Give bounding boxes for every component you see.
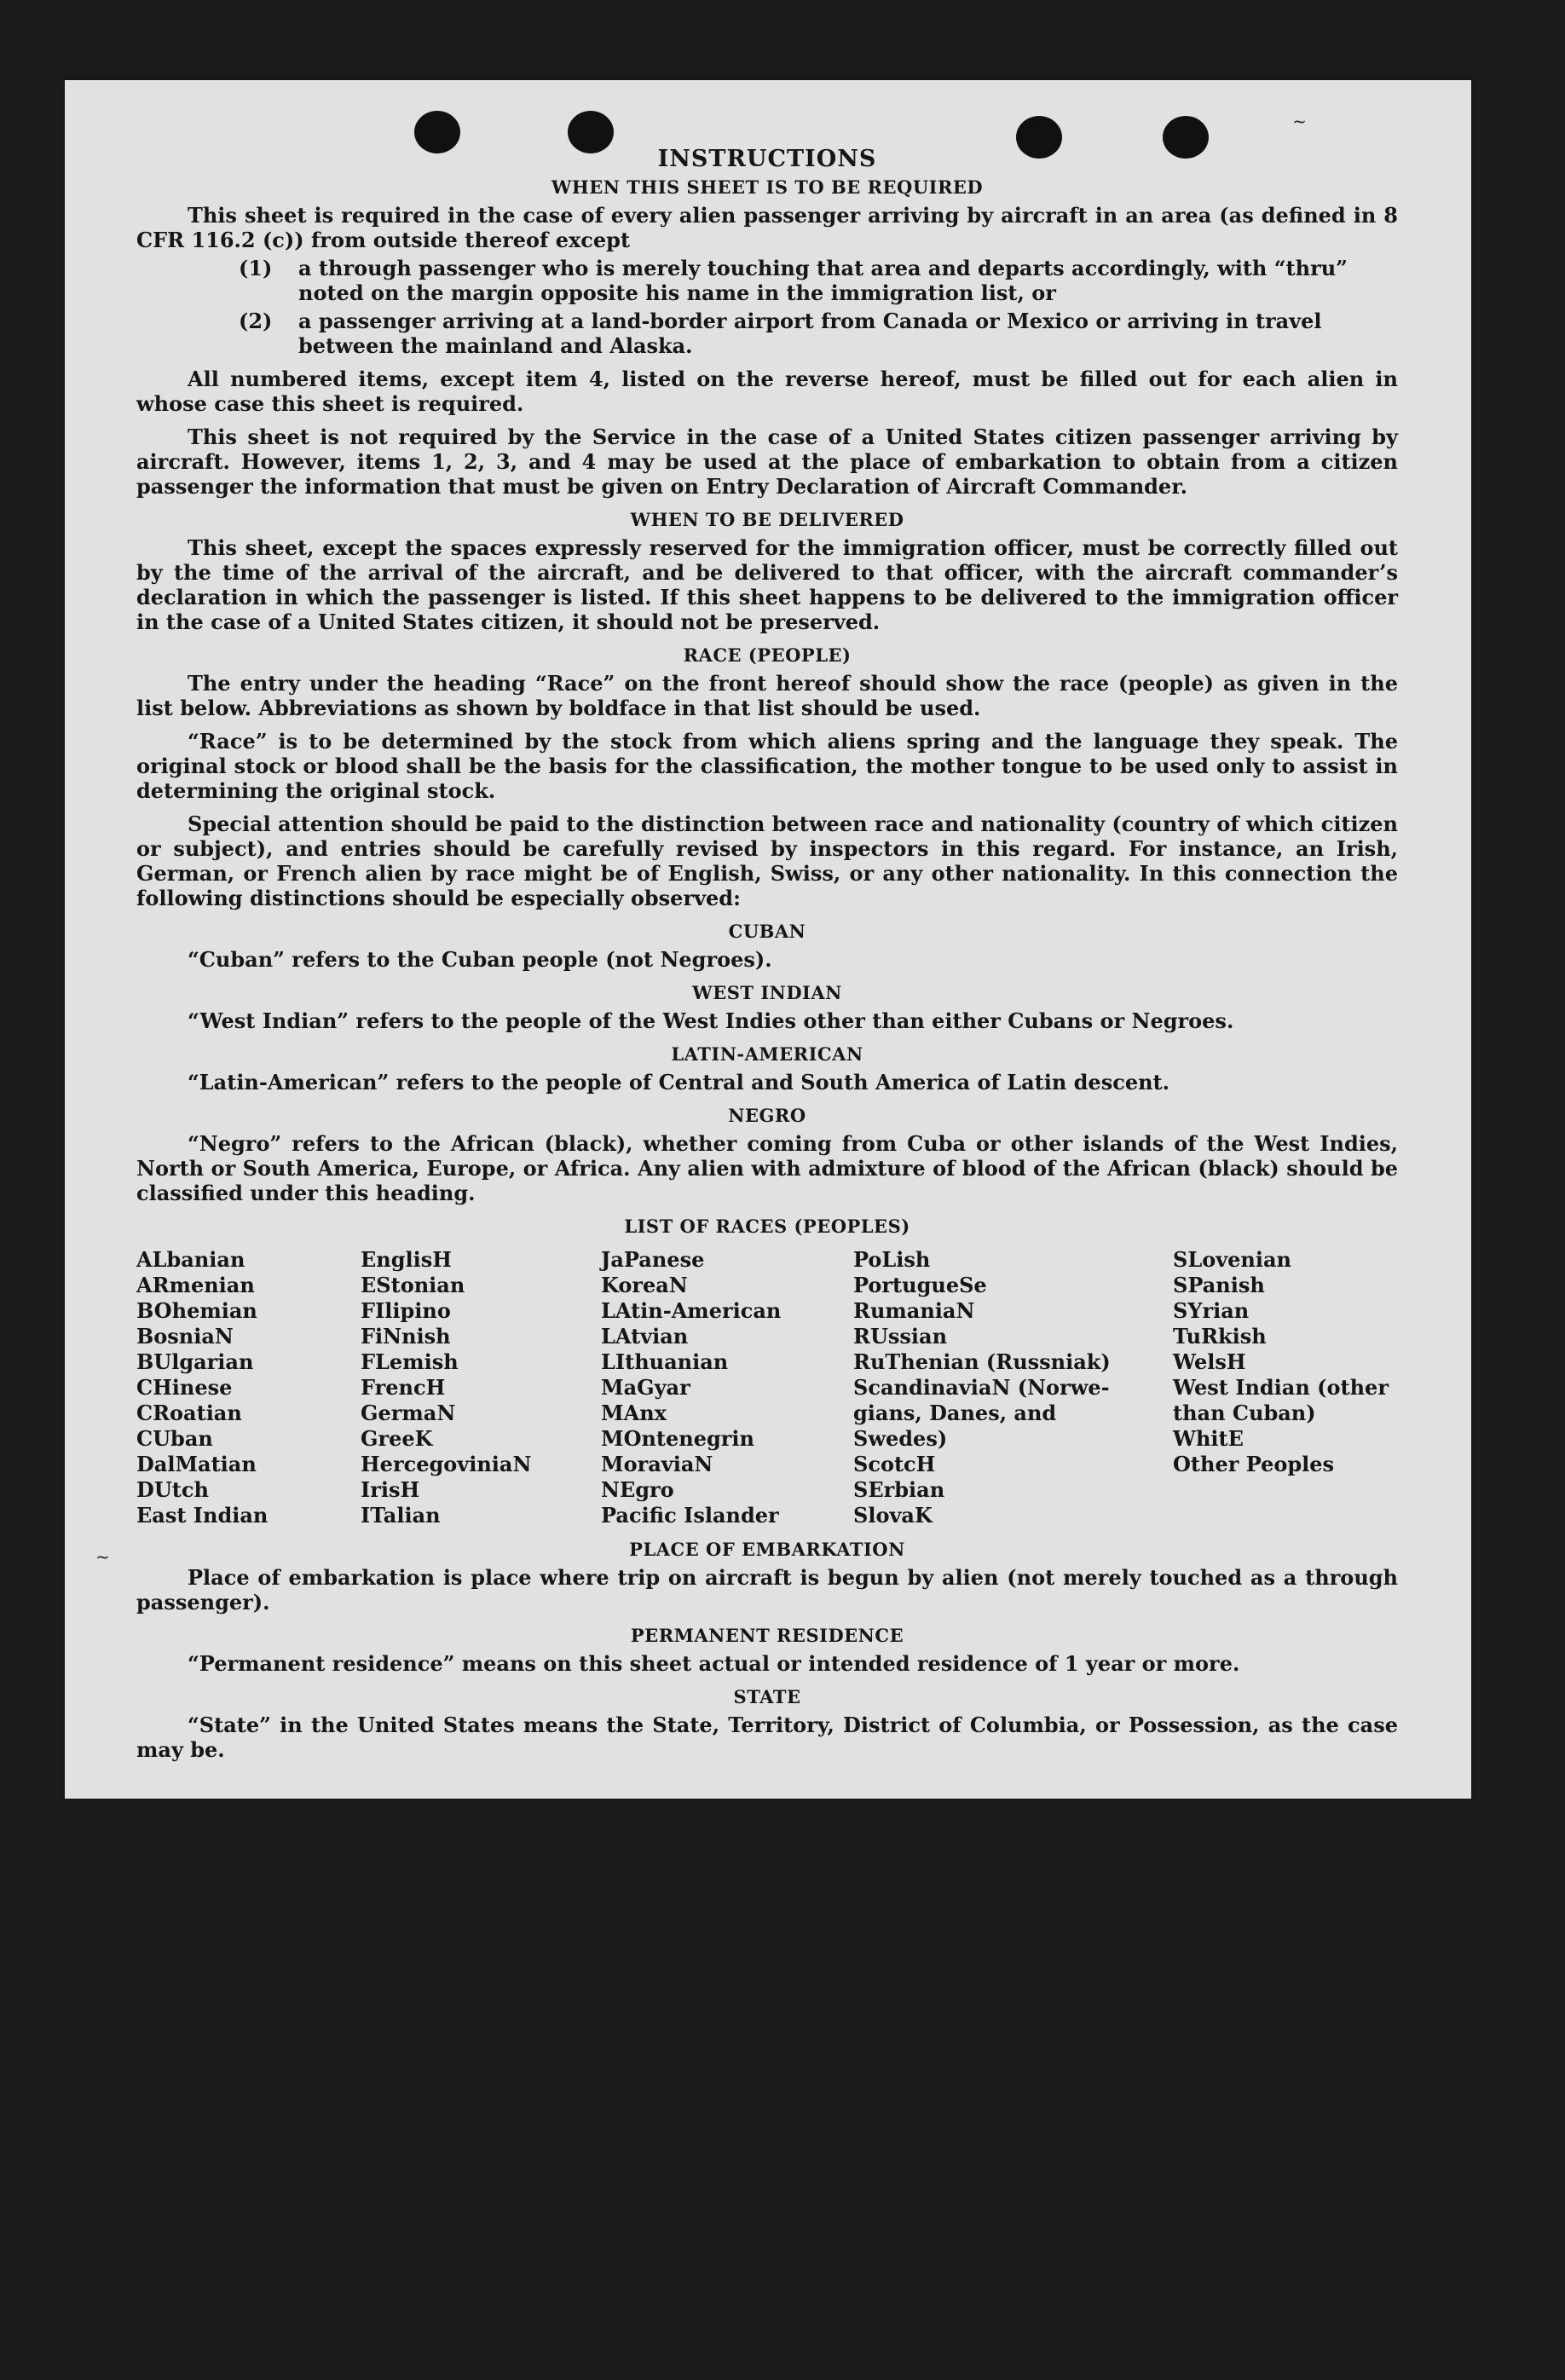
item-number: (1) (239, 256, 273, 280)
race-entry: EnglisH (361, 1247, 452, 1272)
section-heading: WHEN TO BE DELIVERED (630, 509, 904, 530)
section-heading: NEGRO (728, 1105, 806, 1126)
race-column (853, 1247, 1173, 1528)
paragraph: This sheet is not required by the Service in the case of a United States citizen passenger arriving by aircraft. However, items 1, 2, 3, and 4 may be used at the place of embarkation to obtain from a citizen passenger the information that must be given on Entry Declaration of Aircraft Commander. (136, 425, 1398, 499)
race-entry: PoLish (853, 1247, 931, 1272)
race-entry: MoraviaN (601, 1452, 713, 1476)
race-entry: SLovenian (1173, 1247, 1291, 1272)
paragraph: The entry under the heading “Race” on the front hereof should show the race (people) as given in the list below. Abbreviations as shown by boldface in that list should be used. (136, 671, 1398, 720)
race-entry: CHinese (136, 1375, 233, 1400)
race-entry: WelsH (1173, 1349, 1246, 1374)
race-entry: FLemish (361, 1349, 459, 1374)
section-heading: LATIN-AMERICAN (671, 1043, 863, 1065)
list-item (136, 309, 1398, 358)
race-entry: FiNnish (361, 1324, 451, 1349)
race-entry: ARmenian (136, 1273, 255, 1297)
race-entry: East Indian (136, 1503, 269, 1528)
section-heading: WEST INDIAN (692, 982, 842, 1003)
race-entry: ALbanian (136, 1247, 245, 1272)
race-entry: RumaniaN (853, 1298, 975, 1323)
paragraph: “Race” is to be determined by the stock from which aliens spring and the language they speak. The original stock or blood shall be the basis for the classification, the mother tongue to be used only to assist in determining the original stock. (136, 729, 1398, 803)
race-entry: KoreaN (601, 1273, 688, 1297)
paragraph: “Negro” refers to the African (black), whether coming from Cuba or other islands of the West Indies, North or South America, Europe, or Africa. Any alien with admixture of blood of the African (black) should be classified under this heading. (136, 1131, 1398, 1205)
race-column (601, 1247, 853, 1528)
race-entry: WhitE (1173, 1426, 1244, 1451)
race-entry: than Cuban) (1173, 1401, 1316, 1425)
item-text: a passenger arriving at a land-border airport from Canada or Mexico or arriving in travel between the mainland and Alaska. (298, 309, 1322, 358)
race-entry: SlovaK (853, 1503, 933, 1528)
race-entry: ITalian (361, 1503, 441, 1528)
race-entry: FrencH (361, 1375, 446, 1400)
race-entry: IrisH (361, 1477, 420, 1502)
race-entry: Pacific Islander (601, 1503, 779, 1528)
race-entry: MaGyar (601, 1375, 690, 1400)
paragraph: Place of embarkation is place where trip on aircraft is begun by alien (not merely touched as a through passenger). (136, 1565, 1398, 1615)
section-heading: RACE (PEOPLE) (683, 644, 852, 666)
race-entry: RuThenian (Russniak) (853, 1349, 1111, 1374)
race-column (361, 1247, 601, 1528)
section-heading: PLACE OF EMBARKATION (629, 1539, 905, 1560)
page-title: INSTRUCTIONS (657, 146, 877, 172)
race-entry: LAtin-American (601, 1298, 782, 1323)
race-entry: BosniaN (136, 1324, 234, 1349)
race-entry: EStonian (361, 1273, 465, 1297)
race-entry: TuRkish (1173, 1324, 1267, 1349)
race-entry: ScandinaviaN (Norwe- (853, 1375, 1110, 1400)
race-entry: HercegoviniaN (361, 1452, 532, 1476)
race-entry: BOhemian (136, 1298, 257, 1323)
race-entry: Other Peoples (1173, 1452, 1335, 1476)
paragraph: “West Indian” refers to the people of the West Indies other than either Cubans or Negroes. (188, 1008, 1234, 1033)
paragraph: “State” in the United States means the State, Territory, District of Columbia, or Possession, as the case may be. (136, 1713, 1398, 1762)
item-number: (2) (239, 309, 273, 333)
item-text: a through passenger who is merely touching that area and departs accordingly, with “thru” noted on the margin opposite his name in the immigration list, or (298, 256, 1348, 305)
paragraph: All numbered items, except item 4, listed on the reverse hereof, must be filled out for each alien in whose case this sheet is required. (136, 367, 1398, 416)
paragraph: “Latin-American” refers to the people of Central and South America of Latin descent. (188, 1070, 1169, 1095)
ink-mark: ~ (95, 1546, 110, 1567)
paragraph: This sheet, except the spaces expressly reserved for the immigration officer, must be correctly filled out by the time of the arrival of the aircraft, and be delivered to that officer, with the aircraft commander’s declaration in which the passenger is listed. If this sheet happens to be delivered to the immigration officer in the case of a United States citizen, it should not be preserved. (136, 535, 1398, 634)
race-entry: ScotcH (853, 1452, 936, 1476)
section-heading: LIST OF RACES (PEOPLES) (624, 1216, 910, 1237)
section-heading: CUBAN (728, 921, 806, 942)
race-column (136, 1247, 361, 1528)
race-entry: SErbian (853, 1477, 945, 1502)
race-column (1173, 1247, 1398, 1528)
race-entry: MOntenegrin (601, 1426, 754, 1451)
race-entry: SPanish (1173, 1273, 1265, 1297)
race-entry: PortugueSe (853, 1273, 987, 1297)
race-entry: MAnx (601, 1401, 667, 1425)
race-entry: DalMatian (136, 1452, 257, 1476)
races-list (136, 1247, 1398, 1528)
race-entry: West Indian (other (1173, 1375, 1389, 1400)
race-entry: JaPanese (601, 1247, 705, 1272)
paragraph: Special attention should be paid to the distinction between race and nationality (country of which citizen or subject), and entries should be carefully revised by inspectors in this regard. For instance, an Irish, German, or French alien by race might be of English, Swiss, or any other nationality. In this connection the following distinctions should be especially observed: (136, 812, 1398, 910)
race-entry: CRoatian (136, 1401, 242, 1425)
section-heading: WHEN THIS SHEET IS TO BE REQUIRED (551, 176, 984, 198)
race-entry: LAtvian (601, 1324, 689, 1349)
race-entry: gians, Danes, and (853, 1401, 1057, 1425)
ink-mark: ~ (1292, 111, 1307, 131)
paragraph: This sheet is required in the case of every alien passenger arriving by aircraft in an area (as defined in 8 CFR 116.2 (c)) from outside thereof except (136, 203, 1398, 252)
race-entry: Swedes) (853, 1426, 948, 1451)
race-entry: BUlgarian (136, 1349, 254, 1374)
race-entry: RUssian (853, 1324, 948, 1349)
race-entry: GermaN (361, 1401, 456, 1425)
paragraph: “Cuban” refers to the Cuban people (not Negroes). (188, 947, 772, 972)
race-entry: CUban (136, 1426, 213, 1451)
section-heading: STATE (733, 1686, 801, 1707)
instructions-text (136, 147, 1398, 1762)
race-entry: GreeK (361, 1426, 433, 1451)
race-entry: DUtch (136, 1477, 209, 1502)
race-entry: SYrian (1173, 1298, 1250, 1323)
race-entry: NEgro (601, 1477, 674, 1502)
document-sheet (65, 80, 1471, 1799)
race-entry: LIthuanian (601, 1349, 729, 1374)
section-heading: PERMANENT RESIDENCE (630, 1625, 904, 1646)
list-item (136, 256, 1398, 305)
race-entry: FIlipino (361, 1298, 451, 1323)
paragraph: “Permanent residence” means on this sheet actual or intended residence of 1 year or more. (188, 1651, 1240, 1676)
